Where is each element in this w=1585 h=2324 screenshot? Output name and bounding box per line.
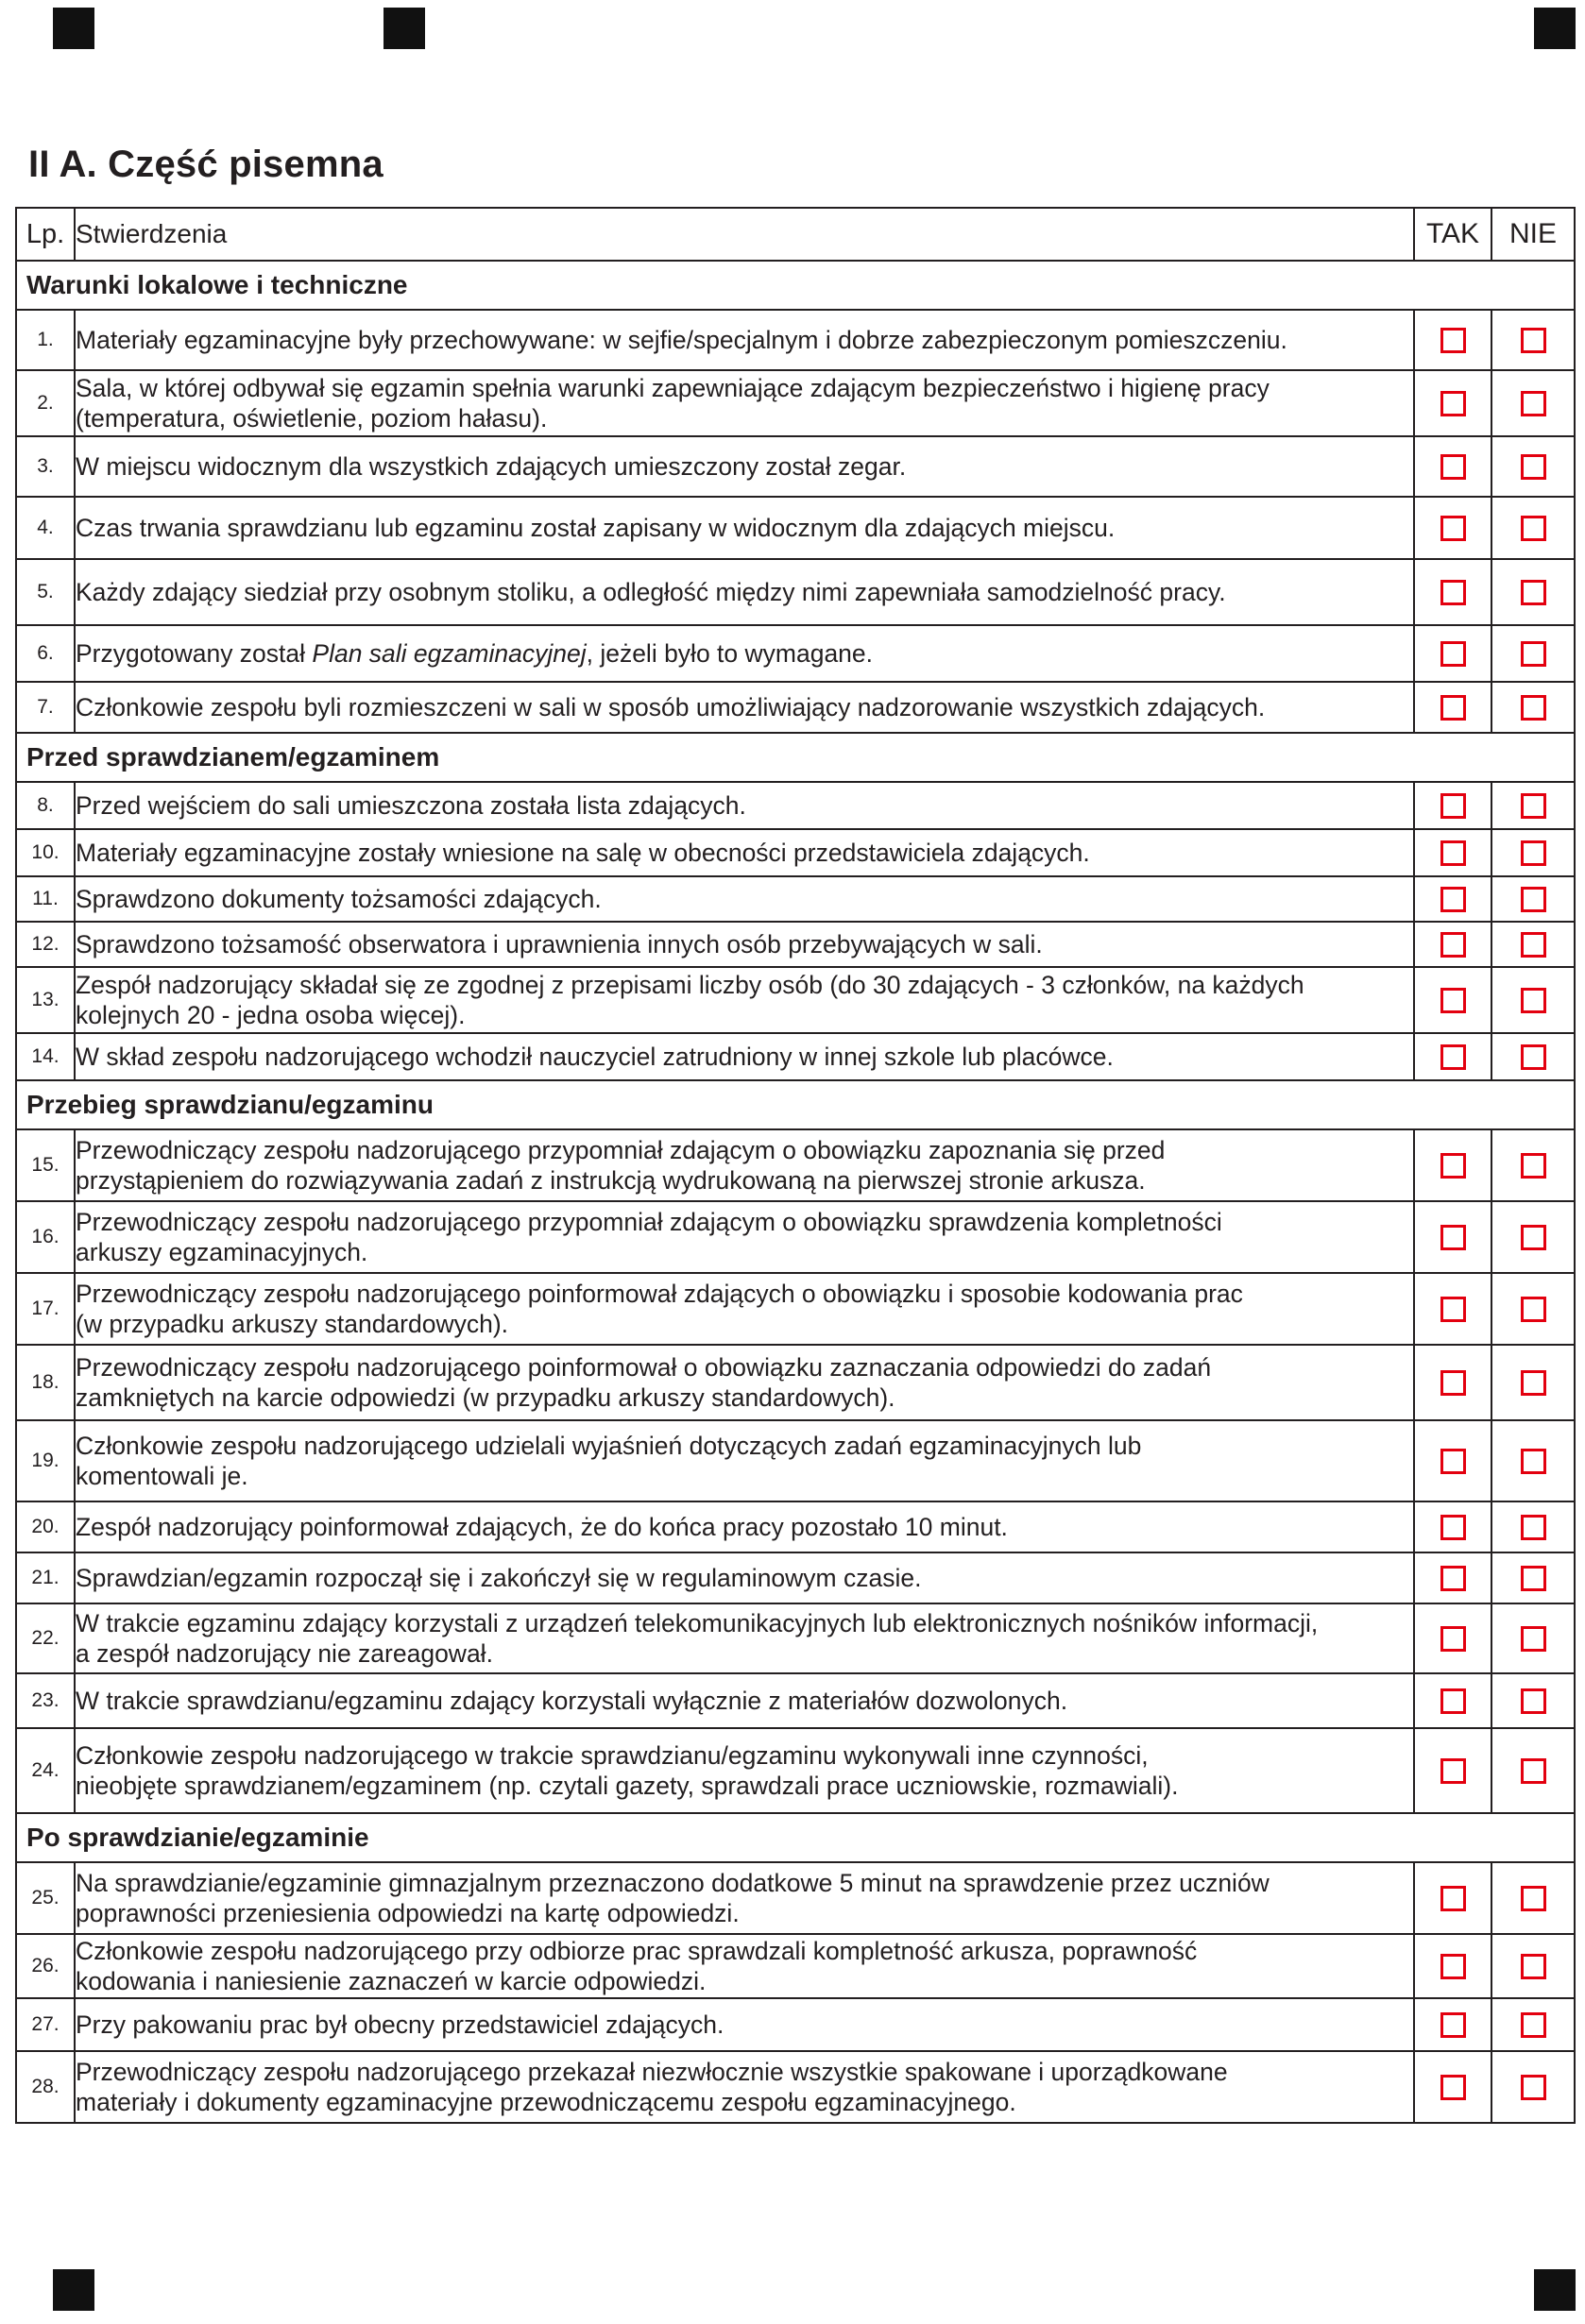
table-row	[16, 782, 1575, 829]
statement-text: Czas trwania sprawdzianu lub egzaminu został zapisany w widocznym dla zdających miejscu.	[75, 497, 1414, 559]
checkbox-nie[interactable]	[1521, 793, 1546, 819]
cell-yes	[1414, 1603, 1491, 1673]
checkbox-nie[interactable]	[1521, 1225, 1546, 1250]
row-number: 10.	[16, 829, 75, 876]
checkbox-nie[interactable]	[1521, 328, 1546, 353]
row-number: 5.	[16, 559, 75, 625]
cell-no	[1491, 1552, 1575, 1603]
cell-no	[1491, 1728, 1575, 1813]
statement-text-italic: Plan sali egzaminacyjnej	[312, 639, 587, 668]
table-row	[16, 436, 1575, 497]
checkbox-tak[interactable]	[1440, 988, 1466, 1013]
cell-yes	[1414, 497, 1491, 559]
table-row	[16, 370, 1575, 436]
cell-no	[1491, 1420, 1575, 1501]
cell-yes	[1414, 922, 1491, 967]
statement-text: Przewodniczący zespołu nadzorującego przekazał niezwłocznie wszystkie spakowane i uporządkowane materiały i dokumenty egzaminacyjne przewodniczącemu zespołu egzaminacyjnego.	[75, 2051, 1414, 2123]
row-number: 28.	[16, 2051, 75, 2123]
cell-yes	[1414, 1420, 1491, 1501]
page-title: II A. Część pisemna	[28, 144, 383, 185]
cell-yes	[1414, 682, 1491, 733]
cell-no	[1491, 682, 1575, 733]
checkbox-nie[interactable]	[1521, 1297, 1546, 1322]
table-row	[16, 1501, 1575, 1552]
cell-no	[1491, 1033, 1575, 1080]
statement-text: W skład zespołu nadzorującego wchodził nauczyciel zatrudniony w innej szkole lub placówce.	[75, 1033, 1414, 1080]
table-row	[16, 2051, 1575, 2123]
checkbox-tak[interactable]	[1440, 1297, 1466, 1322]
cell-no	[1491, 1862, 1575, 1934]
column-header-lp: Lp.	[16, 208, 75, 261]
section-title: Przebieg sprawdzianu/egzaminu	[16, 1080, 1575, 1129]
checkbox-tak[interactable]	[1440, 1758, 1466, 1784]
row-number: 24.	[16, 1728, 75, 1813]
registration-mark	[1534, 8, 1576, 49]
row-number: 4.	[16, 497, 75, 559]
cell-no	[1491, 625, 1575, 682]
cell-yes	[1414, 1998, 1491, 2051]
table-row	[16, 1420, 1575, 1501]
checkbox-nie[interactable]	[1521, 1515, 1546, 1540]
cell-no	[1491, 1273, 1575, 1345]
checkbox-tak[interactable]	[1440, 2012, 1466, 2038]
statement-text: Przewodniczący zespołu nadzorującego przypomniał zdającym o obowiązku sprawdzenia kompletności arkuszy egzaminacyjnych.	[75, 1201, 1414, 1273]
cell-yes	[1414, 967, 1491, 1033]
cell-yes	[1414, 1201, 1491, 1273]
cell-no	[1491, 782, 1575, 829]
table-row	[16, 1033, 1575, 1080]
row-number: 13.	[16, 967, 75, 1033]
checkbox-nie[interactable]	[1521, 1758, 1546, 1784]
row-number: 15.	[16, 1129, 75, 1201]
checkbox-tak[interactable]	[1440, 580, 1466, 605]
cell-no	[1491, 1129, 1575, 1201]
statement-text: Zespół nadzorujący poinformował zdających, że do końca pracy pozostało 10 minut.	[75, 1501, 1414, 1552]
table-row	[16, 876, 1575, 922]
table-row	[16, 1273, 1575, 1345]
row-number: 23.	[16, 1673, 75, 1728]
row-number: 18.	[16, 1345, 75, 1420]
checkbox-nie[interactable]	[1521, 887, 1546, 912]
row-number: 19.	[16, 1420, 75, 1501]
checkbox-tak[interactable]	[1440, 1515, 1466, 1540]
checkbox-nie[interactable]	[1521, 580, 1546, 605]
row-number: 25.	[16, 1862, 75, 1934]
statement-text: Każdy zdający siedział przy osobnym stoliku, a odległość między nimi zapewniała samodzielność pracy.	[75, 559, 1414, 625]
checkbox-nie[interactable]	[1521, 1566, 1546, 1591]
cell-no	[1491, 1603, 1575, 1673]
cell-yes	[1414, 829, 1491, 876]
checklist-table	[15, 207, 1576, 2124]
row-number: 27.	[16, 1998, 75, 2051]
cell-no	[1491, 1201, 1575, 1273]
column-header-yes: TAK	[1414, 208, 1491, 261]
checkbox-tak[interactable]	[1440, 1153, 1466, 1179]
cell-yes	[1414, 1129, 1491, 1201]
row-number: 3.	[16, 436, 75, 497]
statement-text: Materiały egzaminacyjne zostały wniesione na salę w obecności przedstawiciela zdających.	[75, 829, 1414, 876]
table-row	[16, 1201, 1575, 1273]
checkbox-tak[interactable]	[1440, 1954, 1466, 1979]
cell-no	[1491, 497, 1575, 559]
cell-yes	[1414, 1501, 1491, 1552]
checkbox-tak[interactable]	[1440, 932, 1466, 958]
table-row	[16, 1603, 1575, 1673]
cell-yes	[1414, 1552, 1491, 1603]
checkbox-tak[interactable]	[1440, 840, 1466, 866]
checkbox-nie[interactable]	[1521, 1449, 1546, 1474]
statement-text-part: , jeżeli było to wymagane.	[586, 639, 874, 668]
section-title: Po sprawdzianie/egzaminie	[16, 1813, 1575, 1862]
statement-text: Zespół nadzorujący składał się ze zgodnej z przepisami liczby osób (do 30 zdających - 3 członków, na każdych kolejnych 20 - jedna osoba więcej).	[75, 967, 1414, 1033]
section-title: Przed sprawdzianem/egzaminem	[16, 733, 1575, 782]
checkbox-tak[interactable]	[1440, 1566, 1466, 1591]
checkbox-nie[interactable]	[1521, 1626, 1546, 1652]
cell-no	[1491, 559, 1575, 625]
cell-no	[1491, 922, 1575, 967]
cell-yes	[1414, 625, 1491, 682]
registration-mark	[1534, 2269, 1576, 2311]
statement-text: Materiały egzaminacyjne były przechowywane: w sejfie/specjalnym i dobrze zabezpieczonym pomieszczeniu.	[75, 310, 1414, 370]
registration-mark	[383, 8, 425, 49]
checkbox-tak[interactable]	[1440, 1225, 1466, 1250]
statement-text: W trakcie sprawdzianu/egzaminu zdający korzystali wyłącznie z materiałów dozwolonych.	[75, 1673, 1414, 1728]
row-number: 8.	[16, 782, 75, 829]
table-row	[16, 1129, 1575, 1201]
table-row	[16, 967, 1575, 1033]
row-number: 21.	[16, 1552, 75, 1603]
column-header-statements: Stwierdzenia	[75, 208, 1414, 261]
cell-yes	[1414, 436, 1491, 497]
checkbox-tak[interactable]	[1440, 516, 1466, 541]
table-row	[16, 922, 1575, 967]
checkbox-nie[interactable]	[1521, 1370, 1546, 1396]
checkbox-tak[interactable]	[1440, 1370, 1466, 1396]
table-row	[16, 1552, 1575, 1603]
checkbox-nie[interactable]	[1521, 1688, 1546, 1714]
row-number: 14.	[16, 1033, 75, 1080]
cell-no	[1491, 1934, 1575, 1998]
table-row	[16, 1998, 1575, 2051]
section-header-row	[16, 261, 1575, 310]
checkbox-tak[interactable]	[1440, 1449, 1466, 1474]
statement-text: Na sprawdzianie/egzaminie gimnazjalnym przeznaczono dodatkowe 5 minut na sprawdzenie przez uczniów poprawności przeniesienia odpowiedzi na kartę odpowiedzi.	[75, 1862, 1414, 1934]
row-number: 11.	[16, 876, 75, 922]
checkbox-nie[interactable]	[1521, 2012, 1546, 2038]
column-header-no: NIE	[1491, 208, 1575, 261]
statement-text: Sprawdzian/egzamin rozpoczął się i zakończył się w regulaminowym czasie.	[75, 1552, 1414, 1603]
cell-yes	[1414, 1728, 1491, 1813]
checkbox-tak[interactable]	[1440, 1044, 1466, 1070]
table-row	[16, 497, 1575, 559]
checkbox-nie[interactable]	[1521, 988, 1546, 1013]
cell-no	[1491, 967, 1575, 1033]
cell-no	[1491, 876, 1575, 922]
row-number: 7.	[16, 682, 75, 733]
cell-yes	[1414, 1934, 1491, 1998]
statement-text: Przewodniczący zespołu nadzorującego poinformował o obowiązku zaznaczania odpowiedzi do zadań zamkniętych na karcie odpowiedzi (w przypadku arkuszy standardowych).	[75, 1345, 1414, 1420]
cell-no	[1491, 2051, 1575, 2123]
cell-yes	[1414, 876, 1491, 922]
row-number: 17.	[16, 1273, 75, 1345]
table-row	[16, 829, 1575, 876]
cell-no	[1491, 1998, 1575, 2051]
cell-yes	[1414, 782, 1491, 829]
statement-text: Sprawdzono dokumenty tożsamości zdających.	[75, 876, 1414, 922]
statement-text: Przewodniczący zespołu nadzorującego poinformował zdających o obowiązku i sposobie kodowania prac (w przypadku arkuszy standardowych).	[75, 1273, 1414, 1345]
section-header-row	[16, 1080, 1575, 1129]
checkbox-tak[interactable]	[1440, 1626, 1466, 1652]
row-number: 1.	[16, 310, 75, 370]
cell-yes	[1414, 2051, 1491, 2123]
cell-yes	[1414, 370, 1491, 436]
cell-no	[1491, 436, 1575, 497]
statement-text: Sala, w której odbywał się egzamin spełnia warunki zapewniające zdającym bezpieczeństwo i higienę pracy (temperatura, oświetlenie, poziom hałasu).	[75, 370, 1414, 436]
checkbox-nie[interactable]	[1521, 1886, 1546, 1911]
checkbox-tak[interactable]	[1440, 793, 1466, 819]
checkbox-nie[interactable]	[1521, 840, 1546, 866]
cell-no	[1491, 1501, 1575, 1552]
row-number: 6.	[16, 625, 75, 682]
checkbox-tak[interactable]	[1440, 641, 1466, 667]
checkbox-tak[interactable]	[1440, 454, 1466, 480]
table-row	[16, 1673, 1575, 1728]
checkbox-tak[interactable]	[1440, 328, 1466, 353]
checkbox-tak[interactable]	[1440, 2075, 1466, 2100]
checkbox-nie[interactable]	[1521, 932, 1546, 958]
table-row	[16, 559, 1575, 625]
statement-text	[75, 625, 1414, 682]
statement-text: Członkowie zespołu nadzorującego udzielali wyjaśnień dotyczących zadań egzaminacyjnych lub komentowali je.	[75, 1420, 1414, 1501]
row-number: 12.	[16, 922, 75, 967]
statement-text: Członkowie zespołu nadzorującego w trakcie sprawdzianu/egzaminu wykonywali inne czynności, nieobjęte sprawdzianem/egzaminem (np. czytali gazety, sprawdzali prace uczniowskie, rozmawiali).	[75, 1728, 1414, 1813]
cell-no	[1491, 1345, 1575, 1420]
checkbox-tak[interactable]	[1440, 887, 1466, 912]
cell-yes	[1414, 1033, 1491, 1080]
row-number: 22.	[16, 1603, 75, 1673]
checkbox-nie[interactable]	[1521, 695, 1546, 721]
checkbox-nie[interactable]	[1521, 391, 1546, 416]
cell-yes	[1414, 559, 1491, 625]
cell-yes	[1414, 1862, 1491, 1934]
section-header-row	[16, 1813, 1575, 1862]
checkbox-nie[interactable]	[1521, 1044, 1546, 1070]
checkbox-nie[interactable]	[1521, 516, 1546, 541]
checkbox-tak[interactable]	[1440, 391, 1466, 416]
checkbox-nie[interactable]	[1521, 2075, 1546, 2100]
cell-no	[1491, 310, 1575, 370]
registration-mark	[53, 8, 94, 49]
section-header-row	[16, 733, 1575, 782]
cell-yes	[1414, 310, 1491, 370]
statement-text: Członkowie zespołu nadzorującego przy odbiorze prac sprawdzali kompletność arkusza, poprawność kodowania i naniesienie zaznaczeń w karcie odpowiedzi.	[75, 1934, 1414, 1998]
row-number: 26.	[16, 1934, 75, 1998]
checkbox-nie[interactable]	[1521, 454, 1546, 480]
cell-yes	[1414, 1345, 1491, 1420]
table-row	[16, 625, 1575, 682]
cell-yes	[1414, 1273, 1491, 1345]
row-number: 2.	[16, 370, 75, 436]
table-row	[16, 1345, 1575, 1420]
table-header-row	[16, 208, 1575, 261]
statement-text: W miejscu widocznym dla wszystkich zdających umieszczony został zegar.	[75, 436, 1414, 497]
checkbox-nie[interactable]	[1521, 641, 1546, 667]
checkbox-nie[interactable]	[1521, 1153, 1546, 1179]
checkbox-tak[interactable]	[1440, 1886, 1466, 1911]
cell-no	[1491, 829, 1575, 876]
table-row	[16, 1934, 1575, 1998]
table-row	[16, 1728, 1575, 1813]
table-row	[16, 1862, 1575, 1934]
checkbox-tak[interactable]	[1440, 695, 1466, 721]
checkbox-tak[interactable]	[1440, 1688, 1466, 1714]
statement-text: Przewodniczący zespołu nadzorującego przypomniał zdającym o obowiązku zapoznania się przed przystąpieniem do rozwiązywania zadań z instrukcją wydrukowaną na pierwszej stronie arkusza.	[75, 1129, 1414, 1201]
checkbox-nie[interactable]	[1521, 1954, 1546, 1979]
cell-yes	[1414, 1673, 1491, 1728]
statement-text: Przy pakowaniu prac był obecny przedstawiciel zdających.	[75, 1998, 1414, 2051]
statement-text: Przed wejściem do sali umieszczona została lista zdających.	[75, 782, 1414, 829]
table-row	[16, 682, 1575, 733]
row-number: 20.	[16, 1501, 75, 1552]
statement-text: Sprawdzono tożsamość obserwatora i uprawnienia innych osób przebywających w sali.	[75, 922, 1414, 967]
registration-mark	[53, 2269, 94, 2311]
cell-no	[1491, 370, 1575, 436]
cell-no	[1491, 1673, 1575, 1728]
row-number: 16.	[16, 1201, 75, 1273]
statement-text-part: Przygotowany został	[76, 639, 313, 668]
table-row	[16, 310, 1575, 370]
section-title: Warunki lokalowe i techniczne	[16, 261, 1575, 310]
statement-text: Członkowie zespołu byli rozmieszczeni w sali w sposób umożliwiający nadzorowanie wszystkich zdających.	[75, 682, 1414, 733]
statement-text: W trakcie egzaminu zdający korzystali z urządzeń telekomunikacyjnych lub elektronicznych nośników informacji, a zespół nadzorujący nie zareagował.	[75, 1603, 1414, 1673]
